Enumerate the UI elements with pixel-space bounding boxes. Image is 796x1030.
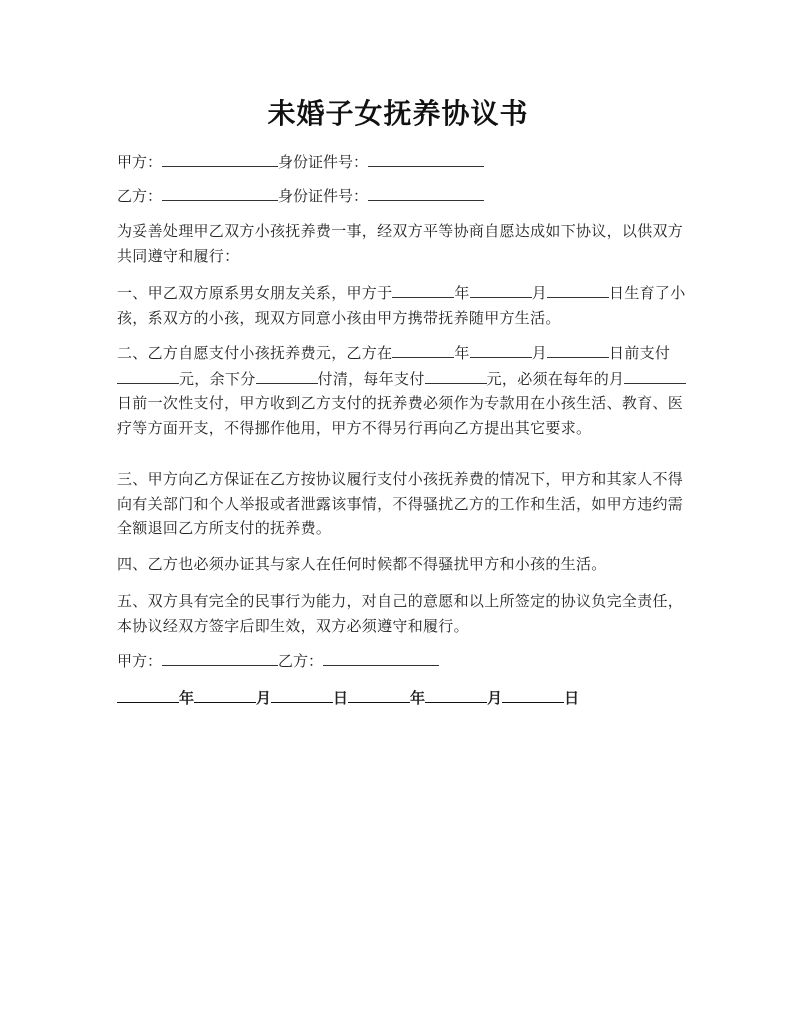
payment-year-field[interactable] — [392, 340, 454, 358]
party-a-sign-day-field[interactable] — [271, 685, 333, 703]
party-a-sign-year-field[interactable] — [117, 685, 179, 703]
clause-2-text-d: 日前支付 — [609, 344, 671, 362]
clause-4: 四、乙方也必须办证其与家人在任何时候都不得骚扰甲方和小孩的生活。 — [117, 555, 607, 573]
party-b-sign-month-field[interactable] — [425, 685, 487, 703]
annual-payment-amount-field[interactable] — [425, 366, 487, 384]
signature-line — [117, 648, 439, 673]
party-b-sign-year-field[interactable] — [348, 685, 410, 703]
payment-day-field[interactable] — [547, 340, 609, 358]
date-line — [117, 685, 579, 710]
installment-years-field[interactable] — [256, 366, 318, 384]
party-a-signature-field[interactable] — [162, 648, 278, 666]
party-a-name-field[interactable] — [162, 149, 278, 167]
party-b-sign-day-field[interactable] — [502, 685, 564, 703]
clause-2-text-e: 元，余下分 — [179, 369, 256, 388]
party-b-id-label: 身份证件号： — [278, 187, 369, 205]
intro-paragraph: 为妥善处理甲乙双方小孩抚养费一事，经双方平等协商自愿达成如下协议，以供双方共同遵守和履行： — [117, 222, 684, 265]
party-b-signature-field[interactable] — [323, 648, 439, 666]
clause-3: 三、甲方向乙方保证在乙方按协议履行支付小孩抚养费的情况下，甲方和其家人不得向有关部门和个人举报或者泄露该事情，不得骚扰乙方的工作和生活，如甲方违约需全额退回乙方所支付的抚养费。 — [117, 470, 684, 537]
clause-2-text-g: 元，必须在每年的月 — [486, 369, 625, 388]
party-b-line — [117, 183, 484, 208]
clause-2 — [117, 340, 687, 440]
birth-day-field[interactable] — [547, 280, 609, 298]
date-year-label-2: 年 — [410, 689, 426, 707]
clause-2-text-a: 二、乙方自愿支付小孩抚养费元，乙方在 — [117, 344, 393, 362]
clause-2-text-h: 日前一次性支付，甲方收到乙方支付的抚养费必须作为专款用在小孩生活、教育、医疗等方面开支，不得挪作他用，甲方不得另行再向乙方提出其它要求。 — [117, 394, 684, 437]
birth-month-field[interactable] — [470, 280, 532, 298]
signature-party-a-label: 甲方： — [117, 652, 163, 670]
date-month-label-2: 月 — [487, 689, 503, 707]
party-b-name-field[interactable] — [162, 183, 278, 201]
party-a-id-field[interactable] — [368, 149, 484, 167]
party-a-id-label: 身份证件号： — [278, 153, 369, 171]
party-b-id-field[interactable] — [368, 183, 484, 201]
date-month-label: 月 — [256, 689, 272, 707]
clause-5: 五、双方具有完全的民事行为能力，对自己的意愿和以上所签定的协议负完全责任，本协议经双方签字后即生效，双方必须遵守和履行。 — [117, 592, 684, 635]
party-a-label: 甲方： — [117, 153, 163, 171]
annual-payment-day-field[interactable] — [624, 366, 686, 384]
clause-1-text-c: 月 — [531, 284, 548, 302]
clause-1 — [117, 280, 687, 330]
party-a-sign-month-field[interactable] — [194, 685, 256, 703]
clause-2-text-c: 月 — [531, 344, 548, 362]
clause-1-text-b: 年 — [454, 284, 470, 302]
clause-1-text-a: 一、甲乙双方原系男女朋友关系，甲方于 — [117, 284, 393, 302]
payment-month-field[interactable] — [470, 340, 532, 358]
page-title: 未婚子女抚养协议书 — [267, 97, 529, 130]
party-b-label: 乙方： — [117, 187, 163, 205]
first-payment-amount-field[interactable] — [117, 366, 179, 384]
clause-1-text-d: 日生育了小孩，系双方的小孩，现双方同意小孩由甲方携带抚养随甲方生活。 — [117, 284, 686, 327]
clause-2-text-b: 年 — [454, 344, 470, 362]
signature-party-b-label: 乙方： — [278, 652, 324, 670]
birth-year-field[interactable] — [392, 280, 454, 298]
date-day-label-2: 日 — [564, 689, 580, 707]
party-a-line — [117, 149, 484, 174]
clause-2-text-f: 付清，每年支付 — [317, 369, 425, 388]
date-day-label: 日 — [333, 689, 349, 707]
date-year-label: 年 — [179, 689, 195, 707]
